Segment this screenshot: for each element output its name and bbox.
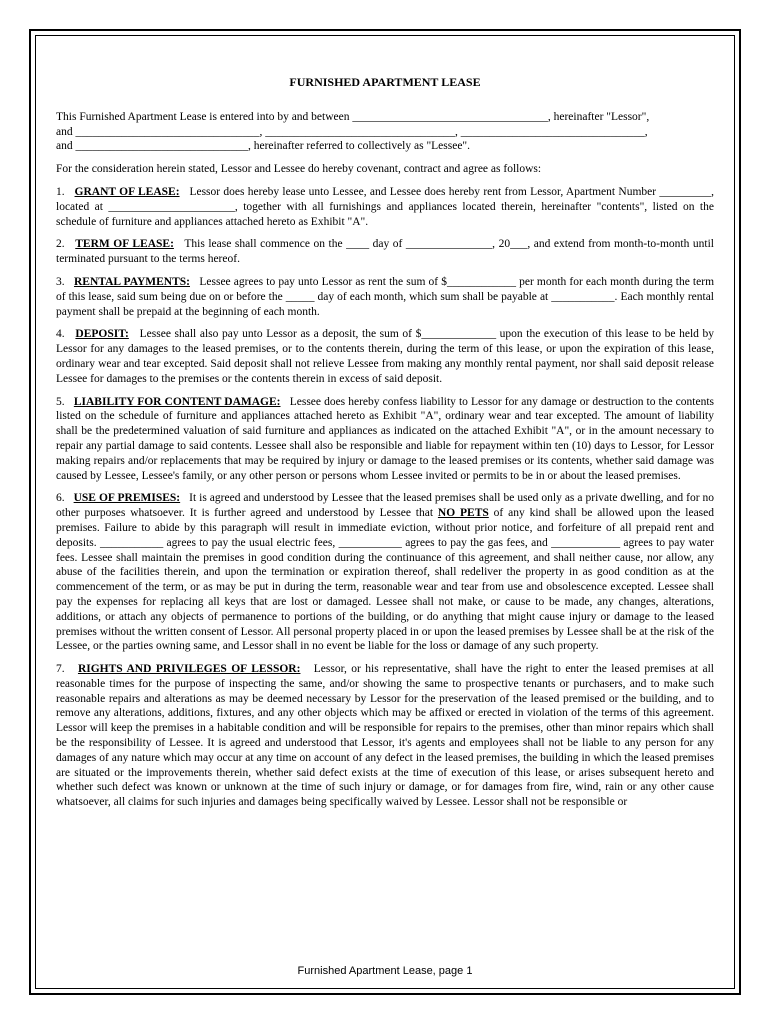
section-heading: RIGHTS AND PRIVILEGES OF LESSOR: [77, 663, 301, 676]
intro-paragraph [56, 110, 714, 154]
section-number: 4. [56, 328, 65, 341]
intro-line-3: and ______________________________, hereinafter referred to collectively as "Lessee". [56, 140, 470, 153]
section-grant-of-lease [56, 185, 714, 229]
section-text: Lessee does hereby confess liability to Lessor for any damage or destruction to the contents listed on the schedule of furniture and appliances attached hereto as Exhibit "A", ordinary wear and tear excepted. The amount of liability shall be the predetermined valuation of said furniture and appliances as indicated on the attached Exhibit "A", or in the amount necessary to repair any partial damage to said contents. Lessee shall also be responsible and liable for repayment within ten (10) days to Lessor, for Lessor making repairs and/or replacements that may be required by injury or damage to the leased premises or its contents, whether said damage was caused by Lessee, Lessee's family, or any other person or persons whom Lessee invited or permits to be in or about the leased premises. [56, 395, 714, 482]
section-number: 5. [56, 395, 65, 408]
document-title: FURNISHED APARTMENT LEASE [289, 75, 481, 89]
section-heading: LIABILITY FOR CONTENT DAMAGE: [73, 395, 281, 408]
section-rental-payments [56, 275, 714, 319]
section-use-of-premises [56, 491, 714, 654]
section-number: 1. [56, 185, 65, 198]
lease-document [56, 75, 714, 818]
section-text-after: of any kind shall be allowed upon the leased premises. Failure to abide by this paragraph will result in immediate eviction, without prior notice, and forfeiture of all prepaid rent and deposits. ___________ agrees to pay the usual electric fees, ___________ agrees to pay the gas fees, and ____________ agrees to pay water fees. Lessee shall maintain the premises in good condition during the continuance of this agreement, and shall neither cause, nor allow, any abuse of the facilities therein, and upon the termination or expiration thereof, shall redeliver the property in as good condition as at the commencement of the term, or as may be put in during the term, reasonable wear and tear from use and obsolescence excepted. Lessee shall pay the expenses for replacing all keys that are lost or damaged. Lessee shall not make, or cause to be made, any changes, alterations, additions, or attach any objects of permanence to portions of the building, or do anything that might cause injury or damage to the leased premises without the written consent of Lessor. All personal property placed in or upon the leased premises by Lessee shall be at the risk of the Lessee, or the parties owning same, and Lessor shall in no event be liable for the loss or damage of any such property. [56, 507, 714, 653]
section-heading: GRANT OF LEASE: [74, 185, 180, 198]
section-number: 6. [56, 492, 65, 505]
section-deposit [56, 327, 714, 386]
section-heading: RENTAL PAYMENTS: [73, 275, 190, 288]
section-heading: DEPOSIT: [75, 328, 129, 341]
section-term-of-lease [56, 237, 714, 267]
section-text: This lease shall commence on the ____ day of _______________, 20___, and extend from month-to-month until terminated pursuant to the terms hereof. [56, 238, 714, 266]
section-heading: TERM OF LEASE: [75, 238, 174, 251]
section-rights-and-privileges-of-lessor [56, 662, 714, 810]
section-number: 2. [56, 238, 65, 251]
section-number: 3. [56, 275, 65, 288]
no-pets-emphasis: NO PETS [437, 507, 489, 520]
section-text: Lessee shall also pay unto Lessor as a deposit, the sum of $_____________ upon the execution of this lease to be held by Lessor for any damages to the leased premises, or to the contents therein, during the term of this lease, or upon the expiration of this lease, ordinary wear and tear excepted. Said deposit shall not relieve Lessee from making any monthly rental payment, nor shall said deposit release Lessee for damages to the premises or the contents therein in excess of said deposit. [56, 328, 715, 385]
section-text-before: It is agreed and understood by Lessee that the leased premises shall be used only as a private dwelling, and for no other purposes whatsoever. It is further agreed and understood by Lessee that [56, 492, 715, 520]
intro-line-2: and ________________________________, _________________________________, ________________________________, [56, 125, 648, 138]
section-number: 7. [56, 663, 65, 676]
section-heading: USE OF PREMISES: [73, 492, 181, 505]
section-text: Lessor does hereby lease unto Lessee, and Lessee does hereby rent from Lessor, Apartment Number _________, located at ______________________, together with all furnishings and appliances located therein, hereinafter "contents", listed on the schedule of furniture and appliances attached hereto as Exhibit "A". [56, 185, 714, 228]
consideration-paragraph: For the consideration herein stated, Lessor and Lessee do hereby covenant, contract and agree as follows: [56, 163, 542, 176]
section-text: Lessee agrees to pay unto Lessor as rent the sum of $____________ per month for each month during the term of this lease, said sum being due on or before the _____ day of each month, which sum shall be payable at ___________. Each monthly rental payment shall be prepaid at the beginning of each month. [56, 275, 715, 318]
section-liability-for-content-damage [56, 395, 714, 484]
intro-line-1: This Furnished Apartment Lease is entered into by and between __________________________________, hereinafter "Lessor", [56, 110, 650, 123]
section-text: Lessor, or his representative, shall have the right to enter the leased premises at all reasonable times for the purpose of inspecting the same, and/or showing the same to prospective tenants or purchasers, and to make such reasonable repairs and alterations as may be deemed necessary by Lessor for the preservation of the leased premised or the building, and to remove any alterations, additions, fixtures, and any other objects which may be affixed or erected in violation of the terms of this agreement. Lessor will keep the premises in a habitable condition and will be responsible for repairs to the premises, other than minor repairs which shall be the responsibility of Lessee. It is agreed and understood that Lessor, it's agents and employees shall not be liable to any person for any damages of any nature which may occur at any time on account of any defect in the leased premises, the building in which the leased premises are situated or the improvements therein, whether said defect exists at the time of execution of this lease, or arises subsequent hereto and whether such defect was known or unknown at the time of such injury or damage, or for damages from fire, wind, rain or any other cause whatsoever, all claims for such injuries and damages being specifically waived by Lessee. Lessor shall not be responsible or [56, 663, 714, 809]
page-footer: Furnished Apartment Lease, page 1 [297, 965, 473, 977]
